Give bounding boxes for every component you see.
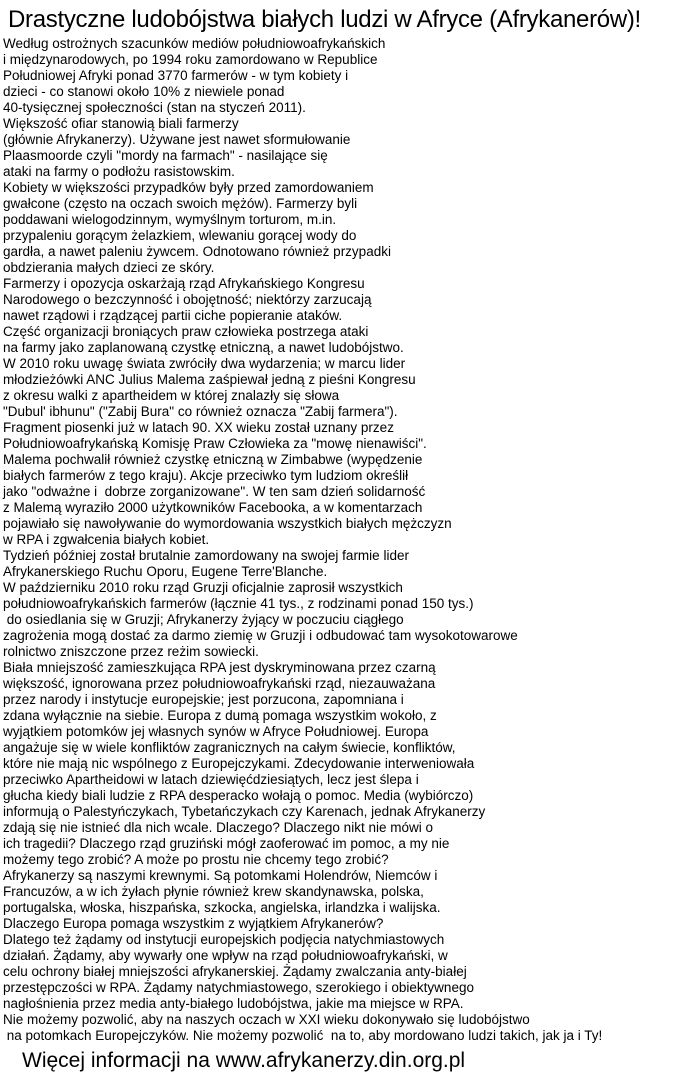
- text-line: portugalska, włoska, hiszpańska, szkocka, angielska, irlandzka i walijska.: [3, 900, 441, 915]
- text-line: i międzynarodowych, po 1994 roku zamordowano w Republice: [3, 52, 378, 67]
- text-line: jako "odważne i dobrze zorganizowane". W ten sam dzień solidarność: [3, 484, 426, 499]
- text-line: Biała mniejszość zamieszkująca RPA jest dyskryminowana przez czarną: [3, 660, 436, 675]
- text-line: z okresu walki z apartheidem w której znalazły się słowa: [3, 388, 340, 403]
- text-line: przypaleniu gorącym żelazkiem, wlewaniu gorącej wody do: [3, 228, 357, 243]
- text-line: południowoafrykańskich farmerów (łącznie 41 tys., z rodzinami ponad 150 tys.): [3, 596, 474, 611]
- text-line: Afrykanerskiego Ruchu Oporu, Eugene Terre'Blanche.: [3, 564, 328, 579]
- text-line: działań. Żądamy, aby wywarły one wpływ na rząd południowoafrykański, w: [3, 948, 448, 963]
- text-line: angażuje się w wiele konfliktów zagranicznych na całym świecie, konfliktów,: [3, 740, 456, 755]
- text-line: większość, ignorowana przez południowoafrykański rząd, niezauważana: [3, 676, 436, 691]
- text-line: W październiku 2010 roku rząd Gruzji oficjalnie zaprosił wszystkich: [3, 580, 403, 595]
- text-line: przestępczości w RPA. Żądamy natychmiastowego, szerokiego i obiektywnego: [3, 980, 474, 995]
- text-line: nawet rządowi i rządzącej partii ciche popieranie ataków.: [3, 308, 343, 323]
- text-line: rolnictwo zniszczone przez reżim sowiecki.: [3, 644, 259, 659]
- text-line: Dlatego też żądamy od instytucji europejskich podjęcia natychmiastowych: [3, 932, 445, 947]
- text-line: z Malemą wyraziło 2000 użytkowników Facebooka, a w komentarzach: [3, 500, 423, 515]
- text-line: Według ostrożnych szacunków mediów południowoafrykańskich: [3, 36, 386, 51]
- text-line: Południowej Afryki ponad 3770 farmerów - w tym kobiety i: [3, 68, 349, 83]
- text-line: Plaasmoorde czyli "mordy na farmach" - nasilające się: [3, 148, 328, 163]
- text-line: młodzieżówki ANC Julius Malema zaśpiewał jedną z pieśni Kongresu: [3, 372, 416, 387]
- text-line: zagrożenia mogą dostać za darmo ziemię w Gruzji i odbudować tam wysokotowarowe: [3, 628, 518, 643]
- text-line: Narodowego o bezczynność i obojętność; niektórzy zarzucają: [3, 292, 372, 307]
- text-line: poddawani wielogodzinnym, wymyślnym torturom, m.in.: [3, 212, 337, 227]
- text-line: W 2010 roku uwagę świata zwróciły dwa wydarzenia; w marcu lider: [3, 356, 406, 371]
- text-line: Malema pochwalił również czystkę etniczną w Zimbabwe (wypędzenie: [3, 452, 423, 467]
- text-line: Afrykanerzy są naszymi krewnymi. Są potomkami Holendrów, Niemców i: [3, 868, 438, 883]
- text-line: możemy tego zrobić? A może po prostu nie chcemy tego zrobić?: [3, 852, 389, 867]
- text-line: 40-tysięcznej społeczności (stan na styczeń 2011).: [3, 100, 306, 115]
- text-line: Większość ofiar stanowią biali farmerzy: [3, 116, 239, 131]
- text-line: ataki na farmy o podłożu rasistowskim.: [3, 164, 235, 179]
- text-line: które nie mają nic wspólnego z Europejczykami. Zdecydowanie interweniowała: [3, 756, 475, 771]
- text-line: zdana wyłącznie na siebie. Europa z dumą pomaga wszystkim wokoło, z: [3, 708, 437, 723]
- text-line: Farmerzy i opozycja oskarżają rząd Afrykańskiego Kongresu: [3, 276, 365, 291]
- text-line: przez narody i instytucje europejskie; jest porzucona, zapomniana i: [3, 692, 404, 707]
- text-line: ich tragedii? Dlaczego rząd gruziński mógł zaoferować im pomoc, a my nie: [3, 836, 450, 851]
- footer-info-text: Więcej informacji na www.afrykanerzy.din.org.pl: [22, 1049, 466, 1072]
- text-line: obdzierania małych dzieci ze skóry.: [3, 260, 215, 275]
- text-line: wyjątkiem potomków jej własnych synów w Afryce Południowej. Europa: [3, 724, 429, 739]
- text-line: do osiedlania się w Gruzji; Afrykanerzy żyjący w poczuciu ciągłego: [3, 612, 404, 627]
- text-line: dzieci - co stanowi około 10% z niewiele ponad: [3, 84, 285, 99]
- body-text: [0, 36, 700, 1044]
- text-line: (głównie Afrykanerzy). Używane jest nawet sformułowanie: [3, 132, 351, 147]
- text-line: w RPA i zgwałcenia białych kobiet.: [3, 532, 210, 547]
- text-line: białych farmerów z tego kraju). Akcje przeciwko tym ludziom określił: [3, 468, 409, 483]
- text-line: Południowoafrykańską Komisję Praw Człowieka za "mowę nienawiści".: [3, 436, 427, 451]
- text-line: Tydzień później został brutalnie zamordowany na swojej farmie lider: [3, 548, 409, 563]
- text-line: Kobiety w większości przypadków były przed zamordowaniem: [3, 180, 374, 195]
- text-line: informują o Palestyńczykach, Tybetańczykach czy Karenach, jednak Afrykanerzy: [3, 804, 486, 819]
- page-title: Drastyczne ludobójstwa białych ludzi w Afryce (Afrykanerów)!: [8, 6, 641, 33]
- text-line: "Dubul' ibhunu" ("Zabij Bura" co również oznacza "Zabij farmera").: [3, 404, 398, 419]
- text-line: Część organizacji broniących praw człowieka postrzega ataki: [3, 324, 369, 339]
- text-line: Nie możemy pozwolić, aby na naszych oczach w XXI wieku dokonywało się ludobójstwo: [3, 1012, 530, 1027]
- text-line: Francuzów, a w ich żyłach płynie również krew skandynawska, polska,: [3, 884, 424, 899]
- text-line: Dlaczego Europa pomaga wszystkim z wyjątkiem Afrykanerów?: [3, 916, 384, 931]
- text-line: celu ochrony białej mniejszości afrykanerskiej. Żądamy zwalczania anty-białej: [3, 964, 467, 979]
- text-line: nagłośnienia przez media anty-białego ludobójstwa, jakie ma miejsce w RPA.: [3, 996, 464, 1011]
- text-line: Fragment piosenki już w latach 90. XX wieku został uznany przez: [3, 420, 394, 435]
- text-line: na farmy jako zaplanowaną czystkę etniczną, a nawet ludobójstwo.: [3, 340, 404, 355]
- text-line: pojawiało się nawoływanie do wymordowania wszystkich białych mężczyzn: [3, 516, 452, 531]
- text-line: głucha kiedy biali ludzie z RPA desperacko wołają o pomoc. Media (wybiórczo): [3, 788, 474, 803]
- text-line: gwałcone (często na oczach swoich mężów). Farmerzy byli: [3, 196, 358, 211]
- text-line: zdają się nie istnieć dla nich wcale. Dlaczego? Dlaczego nikt nie mówi o: [3, 820, 433, 835]
- text-line: przeciwko Apartheidowi w latach dziewięćdziesiątych, lecz jest ślepa i: [3, 772, 419, 787]
- text-line: gardła, a nawet paleniu żywcem. Odnotowano również przypadki: [3, 244, 391, 259]
- text-line: na potomkach Europejczyków. Nie możemy pozwolić na to, aby mordowano ludzi takich, jak ja i Ty!: [3, 1028, 603, 1043]
